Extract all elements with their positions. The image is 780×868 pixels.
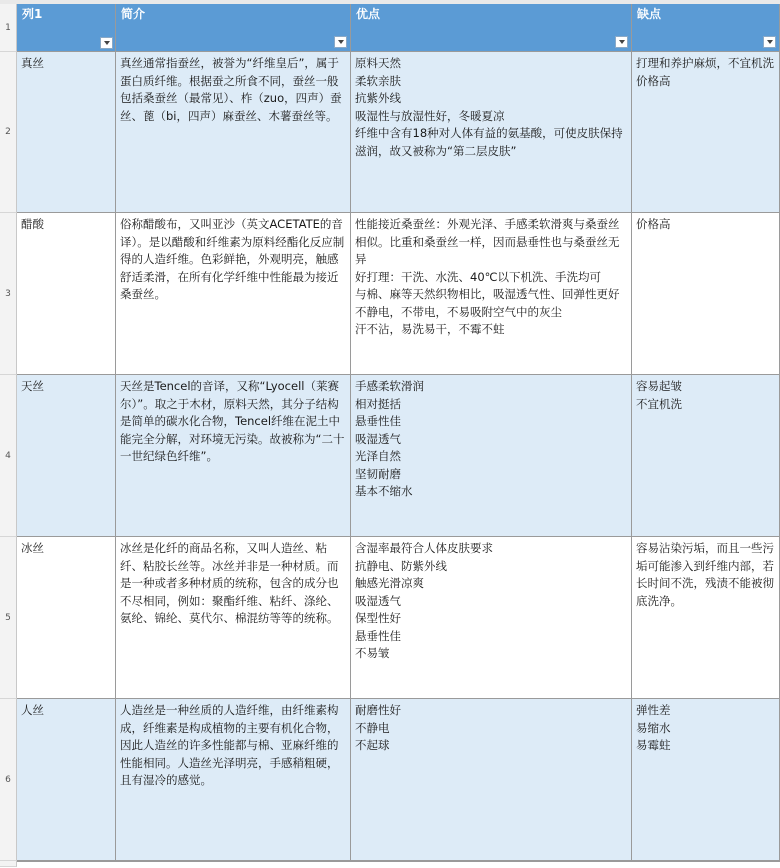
row-header-5[interactable]: 5 [0, 537, 17, 699]
pros-line: 不起球 [355, 738, 390, 752]
cell-intro[interactable] [116, 537, 351, 699]
cell-cons[interactable] [632, 699, 780, 861]
pros-line: 好打理：干洗、水洗、40℃以下机洗、手洗均可 [355, 269, 602, 284]
cell-pros[interactable] [351, 699, 632, 861]
row-header-2[interactable]: 2 [0, 52, 17, 213]
cell-cons[interactable] [632, 537, 780, 699]
pros-line: 坚韧耐磨 [355, 466, 401, 481]
cons-line: 容易沾染污垢，而且一些污垢可能渗入到纤维内部，若长时间不洗，残渍不能被彻底洗净。 [636, 541, 774, 608]
cell-text: 俗称醋酸布，又叫亚沙（英文ACETATE的音译）。是以醋酸和纤维素为原料经酯化反应制得的人造纤维。色彩鲜艳，外观明亮，触感舒适柔滑，在所有化学纤维中性能最为接近桑蚕丝。 [120, 217, 345, 301]
pros-line: 纤维中含有18种对人体有益的氨基酸，可使皮肤保持滋润，故又被称为“第二层皮肤” [355, 126, 623, 158]
pros-line: 吸湿透气 [355, 431, 401, 446]
cell-intro[interactable] [116, 52, 351, 213]
pros-line: 基本不缩水 [355, 484, 413, 498]
cons-line: 价格高 [636, 73, 671, 88]
cell-cons[interactable] [632, 52, 780, 213]
cell-name[interactable] [17, 699, 116, 861]
row-header-1[interactable]: 1 [0, 4, 17, 52]
cons-line: 易缩水 [636, 720, 671, 735]
cell-text: 天丝 [21, 379, 44, 393]
cons-line: 价格高 [636, 217, 671, 231]
header-label: 缺点 [637, 7, 662, 21]
pros-line: 吸湿透气 [355, 593, 401, 608]
cons-line: 不宜机洗 [636, 396, 682, 411]
pros-line: 悬垂性佳 [355, 628, 401, 643]
filter-dropdown-icon[interactable] [100, 37, 113, 49]
cell-pros[interactable] [351, 213, 632, 375]
pros-line: 性能接近桑蚕丝：外观光泽、手感柔软滑爽与桑蚕丝相似。比重和桑蚕丝一样，因而悬垂性也与桑蚕丝无异 [355, 217, 620, 266]
cell-intro[interactable] [116, 699, 351, 861]
cell-text: 冰丝 [21, 541, 44, 555]
cell-name[interactable] [17, 537, 116, 699]
row-header-3[interactable]: 3 [0, 213, 17, 375]
cell-name[interactable] [17, 375, 116, 537]
pros-line: 光泽自然 [355, 449, 401, 463]
pros-line: 耐磨性好 [355, 703, 401, 717]
cons-line: 容易起皱 [636, 379, 682, 393]
filter-dropdown-icon[interactable] [334, 36, 347, 48]
row-header-next[interactable] [0, 861, 17, 867]
header-cell-intro[interactable] [116, 4, 351, 52]
header-label: 简介 [121, 7, 146, 21]
cons-line: 易霉蛀 [636, 738, 671, 752]
pros-line: 原料天然 [355, 56, 401, 70]
header-cell-cons[interactable] [632, 4, 780, 52]
pros-line: 保型性好 [355, 611, 401, 625]
cell-intro[interactable] [116, 375, 351, 537]
cell-text: 真丝 [21, 56, 44, 70]
pros-line: 不静电 [355, 720, 390, 735]
cell-cons[interactable] [632, 213, 780, 375]
cell-name[interactable] [17, 52, 116, 213]
cell-text: 人造丝是一种丝质的人造纤维，由纤维素构成，纤维素是构成植物的主要有机化合物，因此人造丝的许多性能都与棉、亚麻纤维的性能相同。人造丝光泽明亮，手感稍粗硬，且有湿冷的感觉。 [120, 703, 339, 787]
pros-line: 含湿率最符合人体皮肤要求 [355, 541, 493, 555]
pros-line: 柔软亲肤 [355, 73, 401, 88]
pros-line: 悬垂性佳 [355, 414, 401, 428]
cell-text: 天丝是Tencel的音译，又称“Lyocell（莱赛尔）”。取之于木材，原料天然，其分子结构是简单的碳水化合物，Tencel纤维在泥土中能完全分解，对环境无污染。故被称为“二十一世纪绿色纤维”。 [120, 379, 345, 463]
cell-text: 冰丝是化纤的商品名称，又叫人造丝、粘纤、粘胶长丝等。冰丝并非是一种材质。而是一种或者多种材质的统称，包含的成分也不尽相同，例如：聚酯纤维、粘纤、涤纶、氨纶、锦纶、莫代尔、棉混纺等等的统称。 [120, 541, 339, 625]
cell-pros[interactable] [351, 52, 632, 213]
cell-pros[interactable] [351, 537, 632, 699]
filter-dropdown-icon[interactable] [615, 36, 628, 48]
pros-line: 不易皱 [355, 646, 390, 660]
row-header-4[interactable]: 4 [0, 375, 17, 537]
pros-line: 汗不沾，易洗易干，不霉不蛀 [355, 322, 505, 336]
header-label: 列1 [22, 7, 43, 21]
cell-cons[interactable] [632, 375, 780, 537]
row-header-6[interactable]: 6 [0, 699, 17, 861]
header-label: 优点 [356, 7, 381, 21]
cell-text: 醋酸 [21, 217, 44, 231]
filter-dropdown-icon[interactable] [763, 36, 776, 48]
cell-name[interactable] [17, 213, 116, 375]
header-cell-pros[interactable] [351, 4, 632, 52]
pros-line: 与棉、麻等天然织物相比，吸湿透气性、回弹性更好 [355, 287, 620, 301]
cell-text: 真丝通常指蚕丝，被誉为“纤维皇后”，属于蛋白质纤维。根据蚕之所食不同，蚕丝一般包括桑蚕丝（最常见）、柞（zuo，四声）蚕丝、蓖（bi，四声）麻蚕丝、木薯蚕丝等。 [120, 56, 342, 123]
pros-line: 吸湿性与放湿性好，冬暖夏凉 [355, 108, 505, 123]
pros-line: 手感柔软滑润 [355, 379, 424, 393]
cons-line: 弹性差 [636, 703, 671, 717]
pros-line: 相对挺括 [355, 396, 401, 411]
pros-line: 抗紫外线 [355, 91, 401, 105]
cons-line: 打理和养护麻烦，不宜机洗 [636, 56, 774, 70]
pros-line: 抗静电、防紫外线 [355, 558, 447, 573]
cell-pros[interactable] [351, 375, 632, 537]
cell-text: 人丝 [21, 703, 44, 717]
pros-line: 触感光滑凉爽 [355, 576, 424, 590]
cell-intro[interactable] [116, 213, 351, 375]
pros-line: 不静电，不带电，不易吸附空气中的灰尘 [355, 304, 562, 319]
